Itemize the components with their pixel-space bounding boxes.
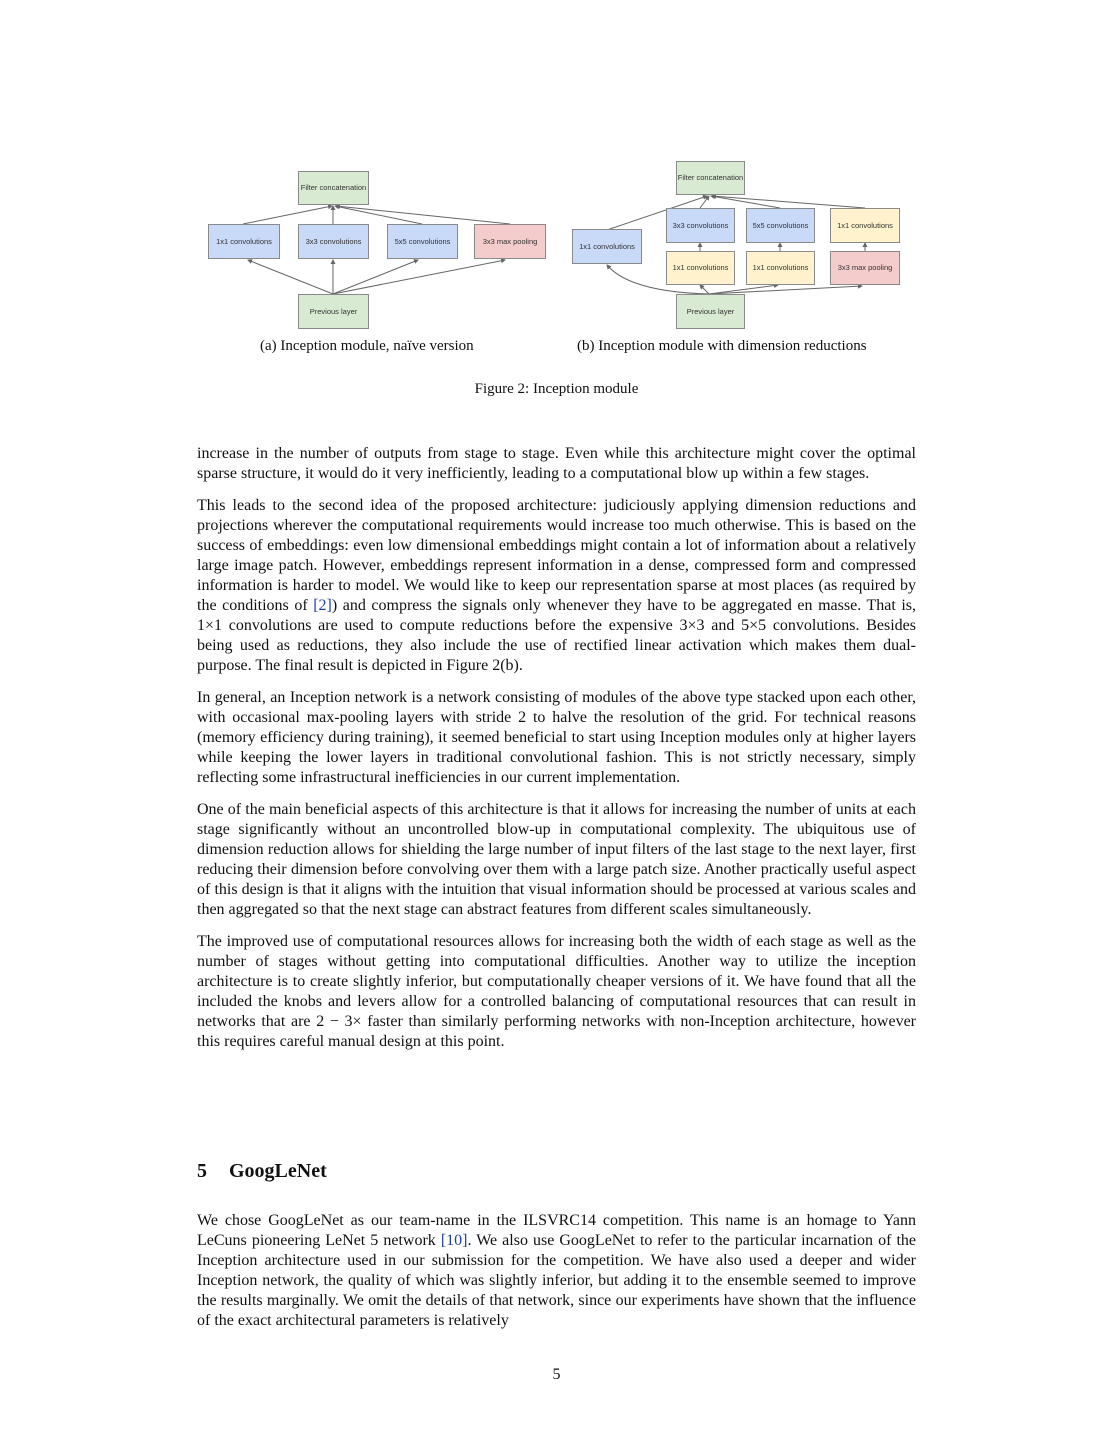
section-number: 5 [197,1160,207,1182]
a-1x1-conv-box: 1x1 convolutions [208,224,280,259]
body-text [197,444,916,1064]
b-3x3-max-pooling-box: 3x3 max pooling [830,251,900,285]
section-body [197,1211,916,1343]
a-3x3-max-pooling-box: 3x3 max pooling [474,224,546,259]
figure-2 [0,0,1113,420]
section-heading [197,1160,327,1183]
b-previous-layer-box: Previous layer [676,294,745,329]
paragraph: This leads to the second idea of the proposed architecture: judiciously applying dimension reductions and projections wherever the computational requirements would increase too much otherwise. This is based on the success of embeddings: even low dimensional embeddings might contain a lot of information about a relatively large image patch. However, embeddings represent information in a dense, compressed form and compressed information is harder to model. We would like to keep our representation sparse at most places (as required by the conditions of [2]) and compress the signals only whenever they have to be aggregated en masse. That is, 1×1 convolutions are used to compute reductions before the expensive 3×3 and 5×5 convolutions. Besides being used as reductions, they also include the use of rectified linear activation which makes them dual-purpose. The final result is depicted in Figure 2(b). [197,497,916,674]
paragraph: increase in the number of outputs from stage to stage. Even while this architecture might cover the optimal sparse structure, it would do it very inefficiently, leading to a computational blow up within a few stages. [197,445,916,482]
citation-link[interactable]: [10] [440,1232,468,1249]
a-filter-concatenation-box: Filter concatenation [298,171,369,205]
paragraph: The improved use of computational resources allows for increasing both the width of each stage as well as the number of stages without getting into computational difficulties. Another way to utilize the inception architecture is to create slightly inferior, but computationally cheaper versions of it. We have found that all the included the knobs and levers allow for a controlled balancing of computational resources that can result in networks that are 2 − 3× faster than similarly performing networks with non-Inception architecture, however this requires careful manual design at this point. [197,933,916,1050]
paragraph: One of the main beneficial aspects of this architecture is that it allows for increasing the number of units at each stage significantly without an uncontrolled blow-up in computational complexity. The ubiquitous use of dimension reduction allows for shielding the large number of input filters of the last stage to the next layer, first reducing their dimension before convolving over them with a large patch size. Another practically useful aspect of this design is that it aligns with the intuition that visual information should be processed at various scales and then aggregated so that the next stage can abstract features from different scales simultaneously. [197,801,916,918]
b-1x1-reduce-5x5-box: 1x1 convolutions [746,251,815,285]
figure-caption: Figure 2: Inception module [474,381,639,397]
subfigure-b-caption: (b) Inception module with dimension reductions [577,338,867,354]
paragraph: We chose GoogLeNet as our team-name in the ILSVRC14 competition. This name is an homage to Yann LeCuns pioneering LeNet 5 network [10]. We also use GoogLeNet to refer to the particular incarnation of the Inception architecture used in our submission for the competition. We have also used a deeper and wider Inception network, the quality of which was slightly inferior, but adding it to the ensemble seemed to improve the results marginally. We omit the details of that network, since our experiments have shown that the influence of the exact architectural parameters is relatively [197,1212,916,1329]
section-title: GoogLeNet [229,1160,327,1182]
b-5x5-conv-box: 5x5 convolutions [746,208,815,243]
b-1x1-conv-left-box: 1x1 convolutions [572,229,642,264]
citation-link[interactable]: [2] [313,597,332,614]
diagram-arrows [0,0,1113,420]
a-3x3-conv-box: 3x3 convolutions [298,224,369,259]
paragraph: In general, an Inception network is a network consisting of modules of the above type stacked upon each other, with occasional max-pooling layers with stride 2 to halve the resolution of the grid. For technical reasons (memory efficiency during training), it seemed beneficial to start using Inception modules only at higher layers while keeping the lower layers in traditional convolutional fashion. This is not strictly necessary, simply reflecting some infrastructural inefficiencies in our current implementation. [197,689,916,786]
b-3x3-conv-box: 3x3 convolutions [666,208,735,243]
a-previous-layer-box: Previous layer [298,294,369,329]
b-filter-concatenation-box: Filter concatenation [676,161,745,195]
page-number: 5 [552,1366,561,1383]
a-5x5-conv-box: 5x5 convolutions [387,224,458,259]
b-1x1-conv-after-pool-box: 1x1 convolutions [830,208,900,243]
subfigure-a-caption: (a) Inception module, naïve version [260,338,474,354]
b-1x1-reduce-3x3-box: 1x1 convolutions [666,251,735,285]
